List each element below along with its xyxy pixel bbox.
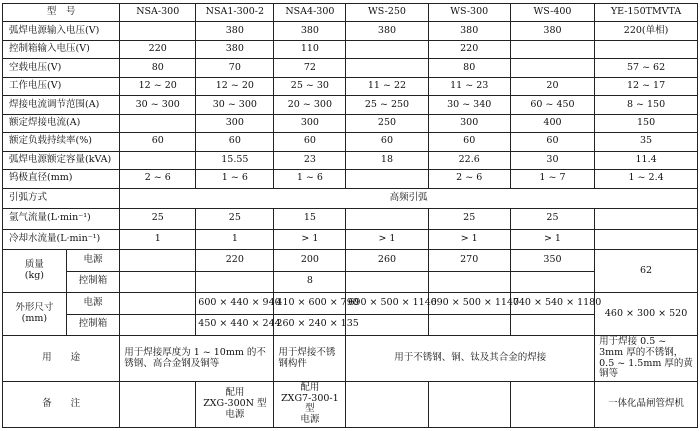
cell [595,229,698,250]
cell: 220 [428,40,510,58]
cell: > 1 [428,229,510,250]
mass-label: 质量 (kg) [3,250,67,293]
row-label: 控制箱输入电压(V) [3,40,120,58]
row-label: 焊接电流调节范围(A) [3,96,120,114]
cell [120,271,196,293]
cell [346,271,428,293]
spec-table [2,3,698,428]
cell: 30 ~ 300 [196,96,274,114]
row-label: 引弧方式 [3,188,120,209]
cell: 300 [196,114,274,132]
cell: 400 [510,114,594,132]
cell: > 1 [274,229,346,250]
row-dim-power [3,293,698,315]
cell: 380 [510,22,594,40]
cell [120,314,196,336]
cell: 220 [120,40,196,58]
cell: 110 [274,40,346,58]
cell [346,209,428,230]
cell [510,40,594,58]
cell: 250 [346,114,428,132]
row-ctrl-input-voltage [3,40,698,58]
row-remarks [3,381,698,427]
cell [196,271,274,293]
remarks-label: 备 注 [3,381,120,427]
row-mass-ctrl [3,271,698,293]
cell: 260 × 240 × 135 [274,314,346,336]
row-mass-power [3,250,698,272]
row-label: 冷却水流量(L·min⁻¹) [3,229,120,250]
cell: 220(单相) [595,22,698,40]
cell: 690 × 500 × 1140 [428,293,510,315]
cell: 70 [196,59,274,77]
cell: > 1 [346,229,428,250]
cell: 410 × 600 × 790 [274,293,346,315]
cell: 12 ~ 20 [120,77,196,95]
cell: 80 [428,59,510,77]
row-dim-ctrl [3,314,698,336]
row-working-voltage [3,77,698,95]
row-label: 钨极直径(mm) [3,170,120,188]
model-ye-150tmvta: YE-150TMVTA [595,4,698,22]
model-nsa1-300-2: NSA1-300-2 [196,4,274,22]
cell: 23 [274,151,346,169]
usage-ye: 用于焊接 0.5 ~ 3mm 厚的不锈钢，0.5 ~ 1.5mm 厚的黄铜等 [595,336,698,382]
cell: 25 ~ 30 [274,77,346,95]
row-rated-capacity [3,151,698,169]
cell: 200 [274,250,346,272]
row-arc-start [3,188,698,209]
cell: 18 [346,151,428,169]
row-duty-cycle [3,133,698,151]
cell: 1 ~ 2.4 [595,170,698,188]
usage-label: 用 途 [3,336,120,382]
cell: 25 [120,209,196,230]
dimensions-ye-value: 460 × 300 × 520 [595,293,698,336]
arc-start-value: 高频引弧 [120,188,698,209]
usage-ws: 用于不锈钢、铜、钛及其合金的焊接 [346,336,595,382]
cell [120,250,196,272]
cell [510,381,594,427]
cell [428,381,510,427]
cell: 15 [274,209,346,230]
cell: 150 [595,114,698,132]
row-cooling-flow [3,229,698,250]
cell: 12 ~ 20 [196,77,274,95]
remarks-ye: 一体化晶闸管焊机 [595,381,698,427]
mass-ye-value: 62 [595,250,698,293]
row-label: 弧焊电源额定容量(kVA) [3,151,120,169]
cell [595,209,698,230]
cell: 35 [595,133,698,151]
row-argon-flow [3,209,698,230]
cell: 72 [274,59,346,77]
cell: 12 ~ 17 [595,77,698,95]
dimensions-label: 外形尺寸 (mm) [3,293,67,336]
header-row [3,4,698,22]
cell [428,314,510,336]
cell: 11 ~ 23 [428,77,510,95]
cell [346,170,428,188]
cell: 1 ~ 7 [510,170,594,188]
sub-label: 控制箱 [66,271,119,293]
cell: 380 [196,40,274,58]
remarks-nsa4: 配用 ZXG7-300-1 型 电源 [274,381,346,427]
cell [120,114,196,132]
cell: 20 [510,77,594,95]
cell: 260 [346,250,428,272]
cell: 1 ~ 6 [196,170,274,188]
cell: 57 ~ 62 [595,59,698,77]
cell: 350 [510,250,594,272]
cell: > 1 [510,229,594,250]
remarks-nsa1: 配用 ZXG-300N 型 电源 [196,381,274,427]
model-ws-250: WS-250 [346,4,428,22]
cell: 2 ~ 6 [120,170,196,188]
sub-label: 控制箱 [66,314,119,336]
cell: 30 ~ 300 [120,96,196,114]
cell: 25 [428,209,510,230]
row-label: 弧焊电源输入电压(V) [3,22,120,40]
cell: 25 ~ 250 [346,96,428,114]
cell: 1 [196,229,274,250]
cell [510,271,594,293]
row-label: 额定负载持续率(%) [3,133,120,151]
cell: 11 ~ 22 [346,77,428,95]
cell: 22.6 [428,151,510,169]
cell: 380 [196,22,274,40]
sub-label: 电源 [66,293,119,315]
cell: 600 × 440 × 940 [196,293,274,315]
row-label: 工作电压(V) [3,77,120,95]
cell: 60 [274,133,346,151]
cell: 380 [346,22,428,40]
cell [346,381,428,427]
cell: 15.55 [196,151,274,169]
cell: 11.4 [595,151,698,169]
row-no-load-voltage [3,59,698,77]
cell [120,22,196,40]
cell: 80 [120,59,196,77]
cell: 380 [428,22,510,40]
row-usage [3,336,698,382]
cell [510,59,594,77]
model-nsa4-300: NSA4-300 [274,4,346,22]
cell: 450 × 440 × 244 [196,314,274,336]
row-electrode-diameter [3,170,698,188]
row-label: 氩气流量(L·min⁻¹) [3,209,120,230]
usage-nsa: 用于焊接厚度为 1 ~ 10mm 的不锈钢、高合金钢及铜等 [120,336,274,382]
cell: 300 [428,114,510,132]
model-ws-400: WS-400 [510,4,594,22]
cell: 1 ~ 6 [274,170,346,188]
cell [595,40,698,58]
cell: 740 × 540 × 1180 [510,293,594,315]
row-rated-current [3,114,698,132]
cell: 1 [120,229,196,250]
cell [120,381,196,427]
cell: 60 [428,133,510,151]
cell: 60 [196,133,274,151]
cell: 60 ~ 450 [510,96,594,114]
cell [510,314,594,336]
model-nsa-300: NSA-300 [120,4,196,22]
sub-label: 电源 [66,250,119,272]
cell: 20 ~ 300 [274,96,346,114]
cell: 690 × 500 × 1140 [346,293,428,315]
header-label: 型 号 [3,4,120,22]
cell: 8 ~ 150 [595,96,698,114]
row-label: 空载电压(V) [3,59,120,77]
row-label: 额定焊接电流(A) [3,114,120,132]
cell: 220 [196,250,274,272]
cell [346,40,428,58]
cell [346,59,428,77]
cell [428,271,510,293]
usage-nsa4: 用于焊接不锈钢构件 [274,336,346,382]
cell: 60 [346,133,428,151]
row-arc-input-voltage [3,22,698,40]
cell: 380 [274,22,346,40]
cell: 60 [510,133,594,151]
cell: 25 [196,209,274,230]
cell: 2 ~ 6 [428,170,510,188]
cell: 25 [510,209,594,230]
model-ws-300: WS-300 [428,4,510,22]
row-current-range [3,96,698,114]
cell: 60 [120,133,196,151]
cell: 30 ~ 340 [428,96,510,114]
cell: 30 [510,151,594,169]
cell [120,151,196,169]
cell: 270 [428,250,510,272]
cell: 8 [274,271,346,293]
cell: 300 [274,114,346,132]
cell [120,293,196,315]
